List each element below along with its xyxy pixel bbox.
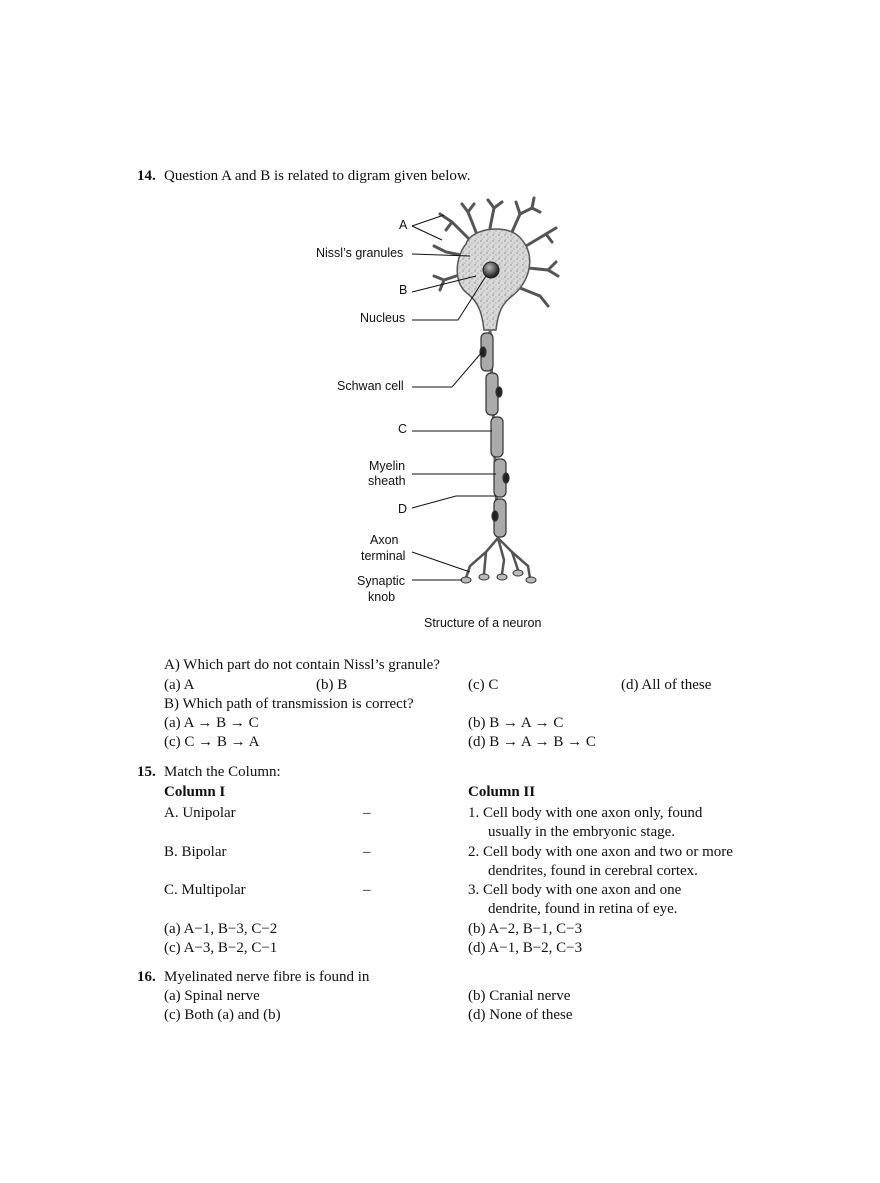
- q14-partB-option-a: (a) A → B → C: [164, 715, 259, 731]
- q14-partA-stem: A) Which part do not contain Nissl’s granule?: [164, 657, 440, 673]
- match-right-2-line1: 2. Cell body with one axon and two or more: [468, 844, 733, 860]
- label-myelin: Myelin: [369, 459, 406, 473]
- match-dash-a: –: [363, 805, 371, 821]
- label-nissl-granules: Nissl’s granules: [316, 246, 404, 260]
- q14-partA-option-d: (d) All of these: [621, 677, 712, 693]
- q14-partB-option-b: (b) B → A → C: [468, 715, 564, 731]
- label-schwan-cell: Schwan cell: [337, 379, 404, 393]
- diagram-caption: Structure of a neuron: [424, 616, 542, 630]
- q14-partA-option-b: (b) B: [316, 677, 348, 693]
- q15-stem: Match the Column:: [164, 764, 281, 780]
- q15-option-b: (b) A−2, B−1, C−3: [468, 921, 583, 937]
- match-left-a: A. Unipolar: [164, 805, 236, 821]
- q16-option-b: (b) Cranial nerve: [468, 988, 571, 1004]
- q15-option-d: (d) A−1, B−2, C−3: [468, 940, 583, 956]
- match-dash-b: –: [363, 844, 371, 860]
- q14-partB-stem: B) Which path of transmission is correct?: [164, 696, 414, 712]
- column-2-header: Column II: [468, 784, 536, 800]
- label-terminal: terminal: [361, 549, 406, 563]
- match-left-c: C. Multipolar: [164, 882, 246, 898]
- q15-option-c: (c) A−3, B−2, C−1: [164, 940, 278, 956]
- match-right-3-line2: dendrite, found in retina of eye.: [488, 901, 678, 917]
- label-knob: knob: [368, 590, 396, 604]
- q14-partA-option-a: (a) A: [164, 677, 195, 693]
- q15-option-a: (a) A−1, B−3, C−2: [164, 921, 278, 937]
- nucleus: [483, 262, 499, 278]
- q15-number: 15.: [137, 764, 156, 780]
- column-1-header: Column I: [164, 784, 226, 800]
- q14-partA-option-c: (c) C: [468, 677, 499, 693]
- cell-body: [457, 229, 529, 330]
- label-c: C: [398, 422, 408, 436]
- label-a: A: [399, 218, 408, 232]
- label-b: B: [399, 283, 408, 297]
- q16-option-c: (c) Both (a) and (b): [164, 1007, 281, 1023]
- match-right-1-line1: 1. Cell body with one axon only, found: [468, 805, 703, 821]
- match-left-b: B. Bipolar: [164, 844, 227, 860]
- label-sheath: sheath: [368, 474, 406, 488]
- synaptic-knobs: [461, 570, 536, 583]
- q16-option-a: (a) Spinal nerve: [164, 988, 260, 1004]
- q14-partB-option-d: (d) B → A → B → C: [468, 734, 596, 750]
- q16-number: 16.: [137, 969, 156, 985]
- q14-number: 14.: [137, 168, 156, 184]
- match-right-2-line2: dendrites, found in cerebral cortex.: [488, 863, 698, 879]
- q14-stem: Question A and B is related to digram given below.: [164, 168, 471, 184]
- q16-option-d: (d) None of these: [468, 1007, 573, 1023]
- match-right-1-line2: usually in the embryonic stage.: [488, 824, 676, 840]
- axon: [480, 330, 509, 540]
- q14-partB-option-c: (c) C → B → A: [164, 734, 260, 750]
- label-d: D: [398, 502, 408, 516]
- label-synaptic: Synaptic: [357, 574, 405, 588]
- label-axon: Axon: [370, 533, 399, 547]
- label-nucleus: Nucleus: [360, 311, 406, 325]
- match-dash-c: –: [363, 882, 371, 898]
- match-right-3-line1: 3. Cell body with one axon and one: [468, 882, 682, 898]
- q16-stem: Myelinated nerve fibre is found in: [164, 969, 370, 985]
